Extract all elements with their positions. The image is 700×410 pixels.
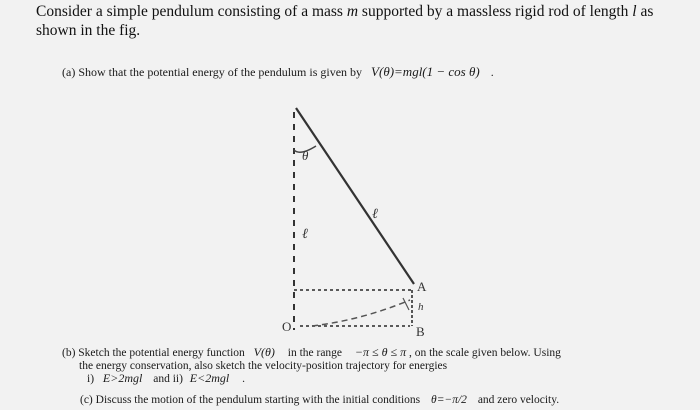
initial-condition: θ=−π/2	[431, 394, 467, 406]
part-a-end: .	[490, 65, 494, 79]
part-b-line-1: (b) Sketch the potential energy function V(θ) in the range −π ≤ θ ≤ π , on the scale given below. Using	[62, 345, 561, 359]
energy-case-1: E>2mgl	[102, 371, 143, 385]
part-a-formula: V(θ)=mgl(1 − cos θ)	[371, 64, 480, 79]
part-b-line-2: the energy conservation, also sketch the velocity-position trajectory for energies	[79, 359, 448, 372]
rod-length-label: ℓ	[372, 207, 378, 222]
height-label: h	[418, 301, 424, 313]
part-a-text: (a) Show that the potential energy of the pendulum is given by	[62, 65, 363, 79]
energy-case-2: E<2mgl	[189, 371, 230, 385]
part-b-line-3: i) E>2mgl and ii) E<2mgl .	[87, 371, 245, 385]
trajectory-arc	[312, 300, 410, 326]
side-length-label: ℓ	[302, 227, 308, 242]
intro-mass-symbol: m	[346, 3, 359, 20]
part-b	[62, 346, 690, 386]
part-c: (c) Discuss the motion of the pendulum starting with the initial conditions θ=−π/2 and zero velocity.	[80, 394, 560, 406]
point-o-label: O	[282, 319, 292, 334]
point-b-label: B	[416, 324, 425, 339]
intro-text-3: as shown in the fig.	[36, 3, 654, 39]
intro-text-2: supported by a massless rigid rod of length	[361, 3, 629, 20]
intro-text-1: Consider a simple pendulum consisting of a mass	[36, 3, 343, 20]
h-tick	[403, 298, 409, 310]
theta-range: −π ≤ θ ≤ π	[354, 345, 407, 359]
point-a-label: A	[417, 279, 427, 294]
pendulum-rod	[296, 108, 414, 284]
theta-label: θ	[302, 148, 309, 163]
potential-function: V(θ)	[253, 345, 275, 359]
intro-length-symbol: l	[632, 3, 637, 20]
